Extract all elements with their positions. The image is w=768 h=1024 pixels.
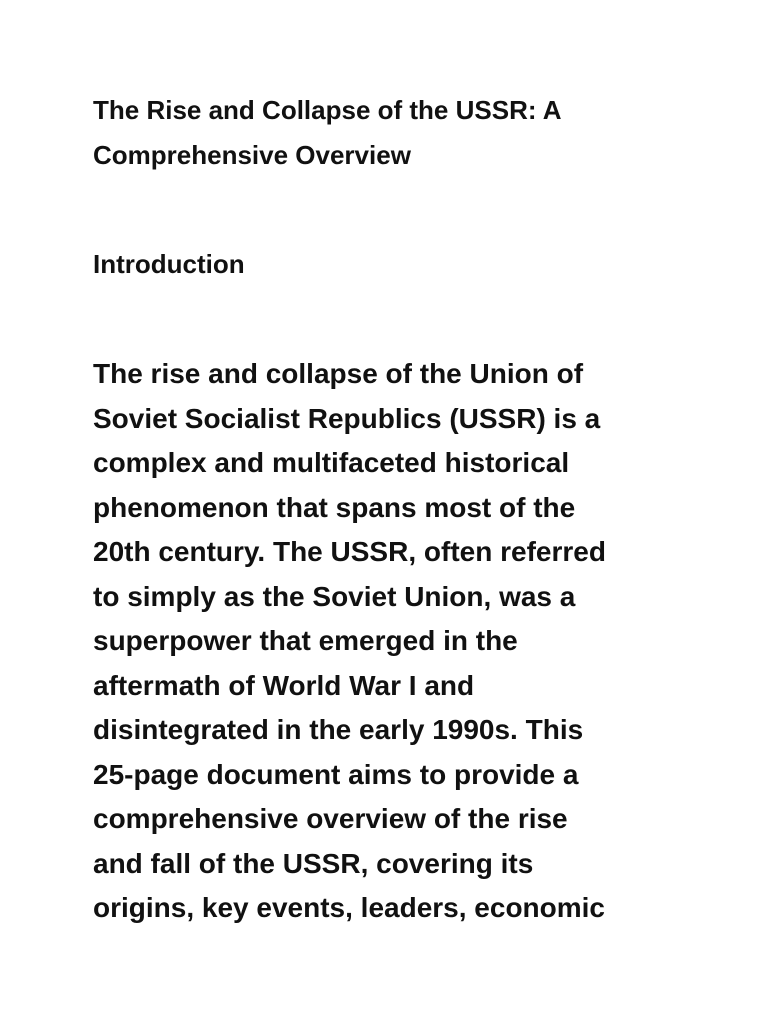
section-heading-introduction: Introduction	[93, 249, 245, 279]
title-line: The Rise and Collapse of the USSR: A	[93, 95, 562, 125]
paragraph-line: and fall of the USSR, covering its	[93, 847, 534, 879]
paragraph-line: phenomenon that spans most of the	[93, 491, 576, 523]
paragraph-line: 20th century. The USSR, often referred	[93, 536, 606, 567]
title-line: Comprehensive Overview	[93, 140, 411, 170]
paragraph-line: disintegrated in the early 1990s. This	[93, 714, 584, 745]
paragraph-line: superpower that emerged in the	[93, 625, 518, 656]
introduction-paragraph	[93, 352, 693, 931]
paragraph-line: comprehensive overview of the rise	[93, 803, 568, 834]
document-title	[93, 88, 693, 178]
paragraph-line: complex and multifaceted historical	[93, 447, 570, 478]
paragraph-line: Soviet Socialist Republics (USSR) is a	[93, 402, 601, 434]
paragraph-line: origins, key events, leaders, economic	[93, 892, 605, 923]
paragraph-line: 25-page document aims to provide a	[93, 758, 579, 790]
paragraph-line: The rise and collapse of the Union of	[93, 358, 584, 389]
paragraph-line: aftermath of World War I and	[93, 669, 475, 701]
paragraph-line: to simply as the Soviet Union, was a	[93, 580, 576, 612]
